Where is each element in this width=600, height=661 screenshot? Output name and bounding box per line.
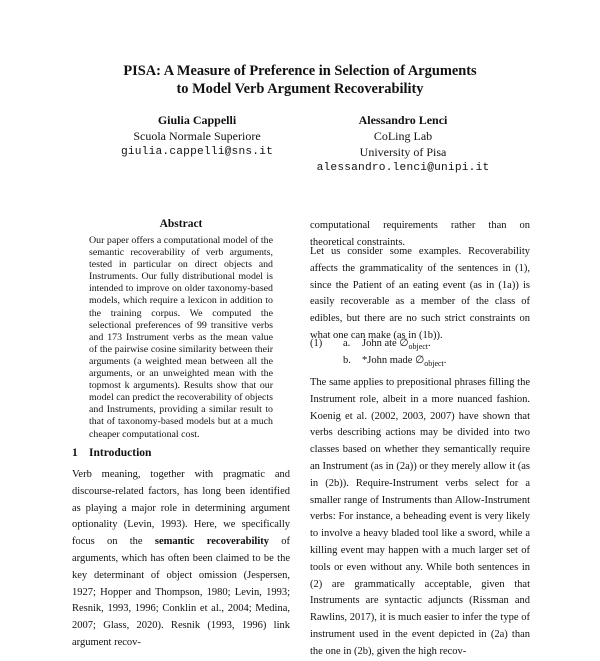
example-label-b: b. xyxy=(343,355,351,366)
author-email[interactable]: alessandro.lenci@unipi.it xyxy=(316,162,490,174)
author-email[interactable]: giulia.cappelli@sns.it xyxy=(120,146,274,158)
right-paragraph-examples-intro: Let us consider some examples. Recoverability affects the grammaticality of the sentences in (1), since the Patient of an eating event (as in (1a)) is easily recoverable as a member of the class of edibles, but there are no such strict constraints on what one can make (as in (1b)). xyxy=(310,246,530,341)
example-label-a: a. xyxy=(343,338,351,349)
key-term: semantic recoverability xyxy=(154,536,269,548)
example-1 xyxy=(310,335,530,369)
abstract-text: Our paper offers a computational model of the semantic recoverability of verb arguments, tested in particular on direct objects and Instruments. Our fully distributional model is intended to improve on older taxonomy-based models, which require a lexicon in addition to the training corpus. We computed the selectional preferences of 99 transitive verbs and 173 Instrument verbs as the mean value of the pairwise cosine similarity between their arguments (a weighted mean between all the arguments, or an unweighted mean with the topmost k arguments). Results show that our model can predict the recoverability of objects and Instruments, providing a similar result to that of taxonomy-based models but at a much cheaper computational cost. xyxy=(89,235,273,440)
example-sentence-a: John ate $\emptyset_{object}$. xyxy=(362,338,431,352)
example-row-a xyxy=(310,335,530,352)
paper-title xyxy=(60,62,540,98)
abstract-heading: Abstract xyxy=(159,218,203,230)
intro-text-after: of arguments, which has often been claimed to be the key determinant of object omission (Jespersen, 1927; Hopper and Thompson, 1980; Levin, 1993; Resnik, 1993, 1996; Conklin et al., 2004; Medina, 2007; Glass, 2020). Resnik (1993, 1996) link argument recov- xyxy=(72,536,290,648)
author-affiliation-2: University of Pisa xyxy=(359,145,447,159)
right-paragraph-after: The same applies to prepositional phrases filling the Instrument role, albeit in a more nuanced fashion. Koenig et al. (2002, 2003, 2007) have shown that verbs describing actions may be divided into two classes based on whether they semantically require an Instrument (as in (2a)) or they merely allow it (as in (2b)). Require-Instrument verbs select for a smaller range of Instruments than Allow-Instrument verbs: For instance, a beheading event is very likely to involve a heavy bladed tool like a sword, while a killing event may happen with a much larger set of tools or even without any. While both sentences in (2) are grammatically acceptable, given that Instruments are syntactic adjuncts (Rissman and Rawlins, 2017), it is much easier to infer the type of instrument used in the event depicted in (2a) than the one in (2b), given the high recov- xyxy=(310,377,530,657)
author-affiliation: CoLing Lab xyxy=(373,129,433,143)
right-paragraph-top: computational requirements rather than on theoretical constraints. xyxy=(310,220,530,248)
example-number: (1) xyxy=(310,338,323,349)
section-title: Introduction xyxy=(89,447,152,459)
author-name: Giulia Cappelli xyxy=(157,113,237,127)
title-line-2: to Model Verb Argument Recoverability xyxy=(176,81,424,97)
section-number: 1 xyxy=(72,447,78,459)
section-heading xyxy=(72,447,290,459)
example-sentence-b: *John made $\emptyset_{object}$. xyxy=(362,355,447,369)
author-block-1 xyxy=(92,112,302,160)
intro-paragraph xyxy=(72,467,290,652)
author-block-2 xyxy=(298,112,508,176)
author-name: Alessandro Lenci xyxy=(358,113,448,127)
title-line-1: PISA: A Measure of Preference in Selection of Arguments xyxy=(123,63,477,79)
example-row-b xyxy=(310,352,530,369)
author-affiliation: Scuola Normale Superiore xyxy=(133,129,261,143)
intro-text-before: Verb meaning, together with pragmatic and discourse-related factors, has long been identified as playing a major role in determining argument optionality (Levin, 1993). Here, we specifically focus on the xyxy=(72,469,290,548)
